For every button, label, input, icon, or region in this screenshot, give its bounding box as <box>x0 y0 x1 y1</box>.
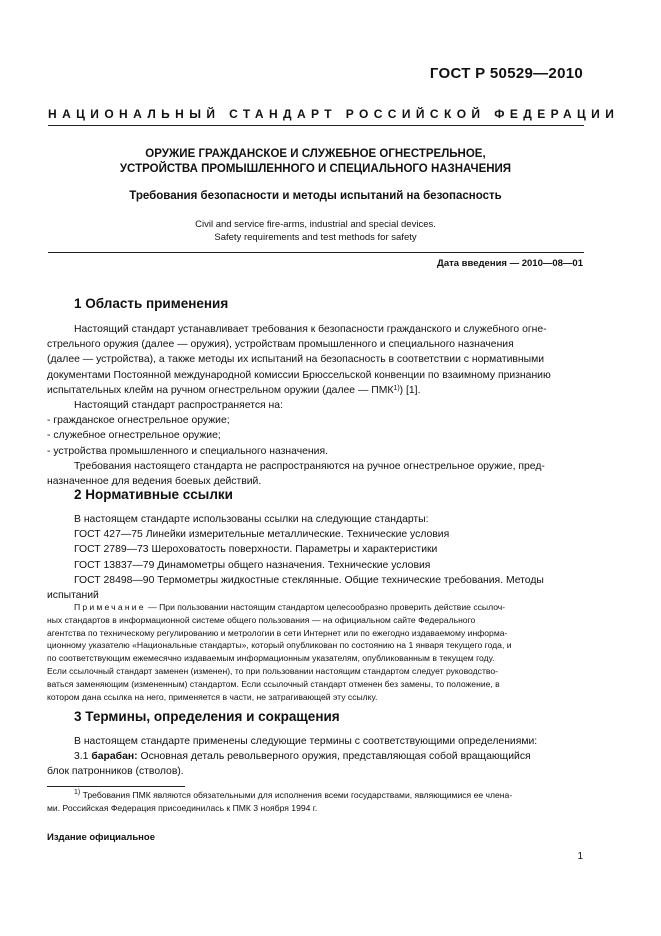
page-number: 1 <box>577 851 583 862</box>
note-block <box>47 601 582 703</box>
title-line-2: УСТРОЙСТВА ПРОМЫШЛЕННОГО И СПЕЦИАЛЬНОГО НАЗНАЧЕНИЯ <box>119 163 512 175</box>
english-title-line-2: Safety requirements and test methods for safety <box>214 232 417 243</box>
footnote-divider <box>47 786 185 787</box>
date-divider <box>48 252 584 253</box>
section-2-references <box>47 512 582 603</box>
list-item: - служебное огнестрельное оружие; <box>47 430 221 442</box>
text-line: стрельного оружия (далее — оружия), устройствам промышленного и специального назначения <box>47 339 514 351</box>
gost-number: ГОСТ Р 50529—2010 <box>429 65 583 82</box>
official-edition-label: Издание официальное <box>47 832 155 843</box>
header-divider <box>48 125 584 126</box>
text-line: документами Постоянной международной комиссии Брюссельской конвенции по взаимному признанию <box>47 369 551 381</box>
footnote <box>47 789 582 815</box>
reference-item: ГОСТ 13837—79 Динамометры общего назначения. Технические условия <box>74 559 431 571</box>
reference-item: ГОСТ 427—75 Линейки измерительные металлические. Технические условия <box>74 529 450 541</box>
english-title-line-1: Civil and service fire-arms, industrial and special devices. <box>195 219 436 230</box>
note-label: Примечание <box>74 602 146 612</box>
section-3-paragraph <box>47 734 582 780</box>
reference-item: ГОСТ 28498—90 Термометры жидкостные стеклянные. Общие технические требования. Методы <box>74 574 544 586</box>
text-line: блок патронников (стволов). <box>47 766 184 778</box>
list-item: - гражданское огнестрельное оружие; <box>47 415 230 427</box>
term-line: 3.1 барабан: Основная деталь револьверного оружия, представляющая собой вращающийся <box>74 751 531 763</box>
text-line: ных стандартов в информационной системе общего пользования — на официальном сайте Федерального <box>47 614 476 625</box>
text-line: по соответствующим ежемесячно издаваемым информационным указателям, опубликованным в текущем году. <box>47 653 495 664</box>
text-line: Примечание — При пользовании настоящим стандартом целесообразно проверить действие ссылоч- <box>74 602 506 612</box>
text-line: котором дана ссылка на него, применяется в части, не затрагивающей эту ссылку. <box>47 691 378 702</box>
reference-item: ГОСТ 2789—73 Шероховатость поверхности. Параметры и характеристики <box>74 544 438 556</box>
text-line: В настоящем стандарте использованы ссылки на следующие стандарты: <box>74 514 429 525</box>
subtitle: Требования безопасности и методы испытаний на безопасность <box>129 190 502 202</box>
text-line: $^{1)}$ Требования ПМК являются обязательными для исполнения всеми государствами, являющимися ее члена- <box>74 789 513 800</box>
text-line: испытательных клейм на ручном огнестрельном оружии (далее — ПМК$^{1)}$) [1]. <box>47 384 421 396</box>
title-line-1: ОРУЖИЕ ГРАЖДАНСКОЕ И СЛУЖЕБНОЕ ОГНЕСТРЕЛЬНОЕ, <box>145 148 486 160</box>
section-1-paragraph-1 <box>47 322 582 489</box>
section-2-heading: 2 Нормативные ссылки <box>74 487 233 502</box>
text-line: ционному указателю «Национальные стандарты», который опубликован по состоянию на 1 января текущего года, и <box>47 640 512 651</box>
text-line: Требования настоящего стандарта не распространяются на ручное огнестрельное оружие, пред- <box>74 460 545 472</box>
text-line: (далее — устройства), а также методы их испытаний на безопасность в соответствии с нормативными <box>47 354 545 366</box>
text-line: агентства по техническому регулированию и метрологии в сети Интернет или по ежегодно издаваемому информа- <box>47 627 508 638</box>
term-name: барабан: <box>91 751 138 763</box>
text-line: Если ссылочный стандарт заменен (изменен), то при пользовании настоящим стандартом следует руководство- <box>47 665 498 676</box>
section-3-heading: 3 Термины, определения и сокращения <box>74 709 340 724</box>
section-1-heading: 1 Область применения <box>74 296 229 311</box>
text-line: ваться заменяющим (измененным) стандартом. Если ссылочный стандарт отменен без замены, то положение, в <box>47 678 500 689</box>
text-line: Настоящий стандарт устанавливает требования к безопасности гражданского и служебного огне- <box>74 324 547 335</box>
footnote-mark: 1) <box>74 789 81 796</box>
text-line: ми. Российская Федерация присоединилась к ПМК 3 ноября 1994 г. <box>47 802 318 813</box>
text-line: назначенное для ведения боевых действий. <box>47 476 262 488</box>
text-line: испытаний <box>47 590 99 602</box>
introduction-date: Дата введения — 2010—08—01 <box>437 258 583 269</box>
national-standard-header: НАЦИОНАЛЬНЫЙ СТАНДАРТ РОССИЙСКОЙ ФЕДЕРАЦИИ <box>48 107 620 121</box>
footnote-ref: 1) <box>393 384 400 392</box>
text-line: В настоящем стандарте применены следующие термины с соответствующими определениями: <box>74 736 538 747</box>
text-line: Настоящий стандарт распространяется на: <box>74 400 283 412</box>
list-item: - устройства промышленного и специального назначения. <box>47 445 328 457</box>
